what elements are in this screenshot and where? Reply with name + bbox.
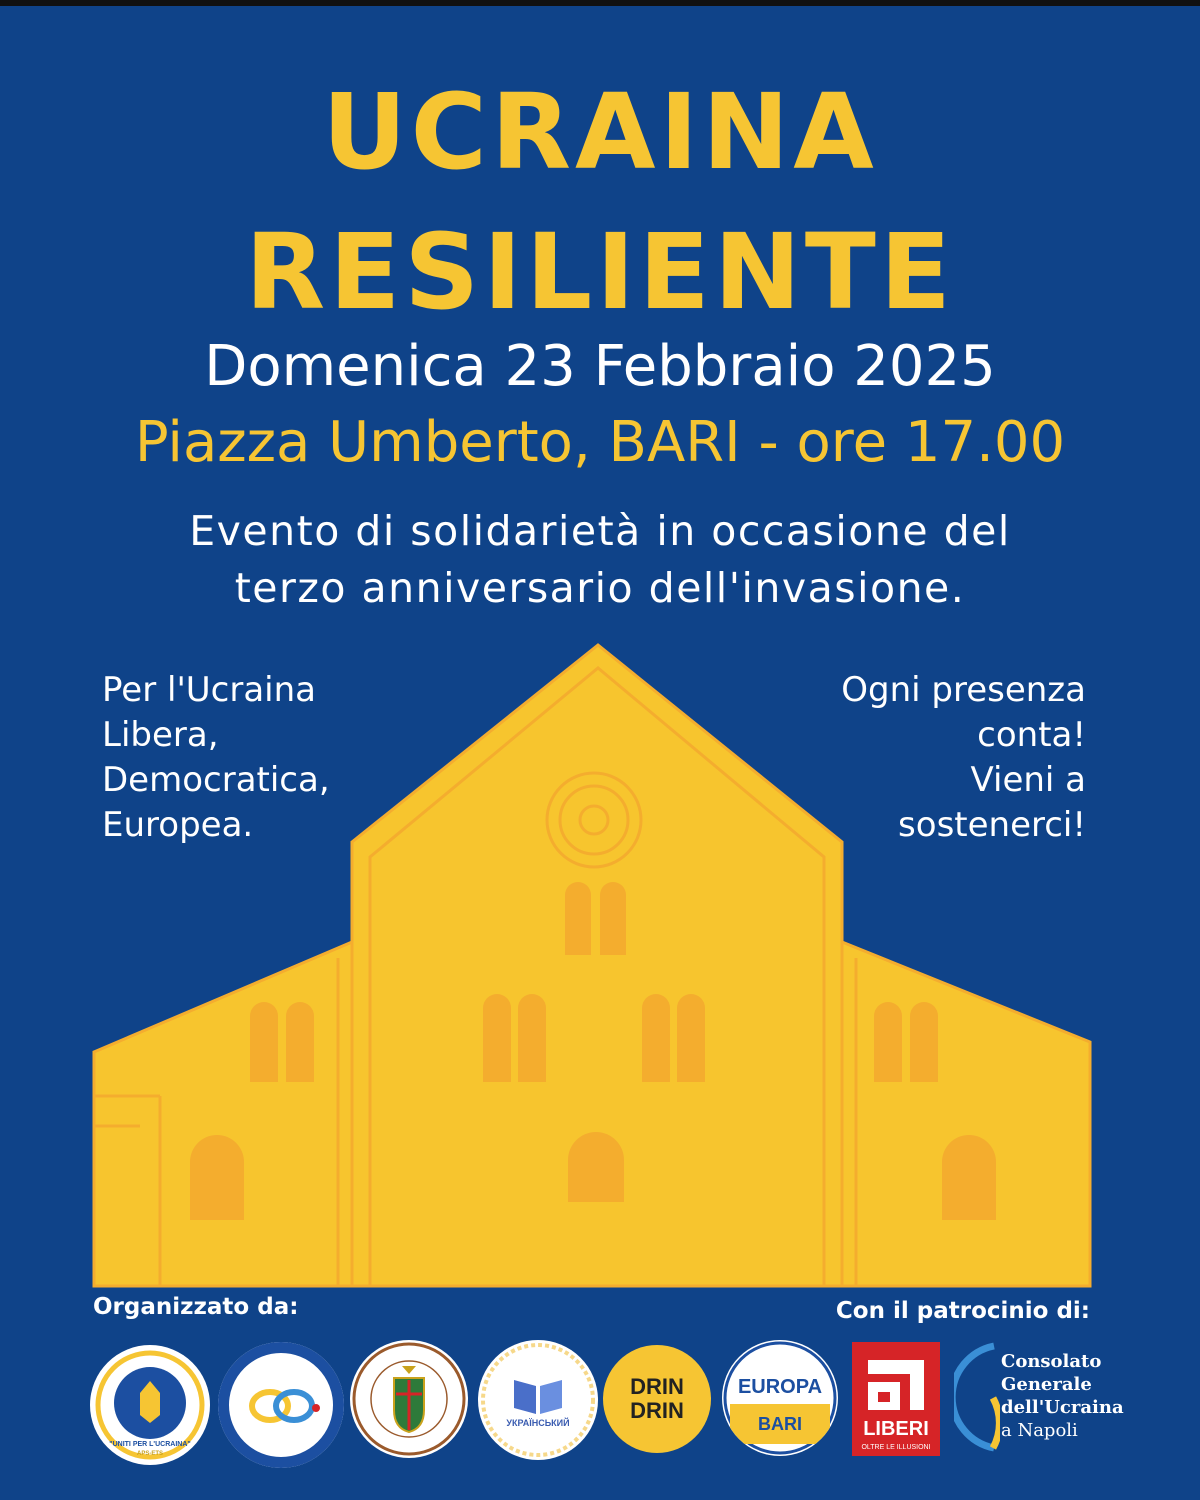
left-slogan-line: Democratica, [102, 760, 330, 800]
right-slogan-line: Vieni a [970, 760, 1086, 800]
event-date: Domenica 23 Febbraio 2025 [204, 334, 996, 399]
liberi-word: LIBERI [863, 1418, 929, 1440]
patronage-label: Con il patrocinio di: [835, 1298, 1090, 1324]
logo-esarcato-apostolico [350, 1340, 468, 1458]
logo-drin-drin [603, 1345, 711, 1453]
logo-ukrainian-art-space [478, 1340, 598, 1460]
description-line-1: Evento di solidarietà in occasione del [189, 507, 1011, 555]
drin-line-2: DRIN [630, 1398, 684, 1423]
title-line-1: UCRAINA [322, 71, 878, 193]
consolato-line: a Napoli [1001, 1420, 1078, 1441]
liberi-subtitle: OLTRE LE ILLUSIONI [861, 1444, 931, 1451]
organizers-label: Organizzato da: [93, 1294, 299, 1320]
right-slogan-line: conta! [977, 715, 1086, 755]
event-place: Piazza Umberto, BARI - ore 17.00 [134, 410, 1066, 475]
bari-word: BARI [758, 1414, 802, 1434]
logo-europa-bari [722, 1340, 838, 1456]
right-slogan-line: sostenerci! [898, 805, 1086, 845]
left-slogan [102, 668, 330, 848]
consolato-line: dell'Ucraina [1001, 1397, 1124, 1418]
title-line-2: RESILIENTE [245, 211, 955, 333]
uniti-name: "UNITI PER L'UCRAINA" [109, 1441, 191, 1448]
logo-liberi [852, 1342, 940, 1456]
right-slogan-line: Ogni presenza [841, 670, 1086, 710]
logo-congresso-nazionale [218, 1342, 344, 1468]
right-slogan [841, 668, 1086, 848]
consolato-line: Generale [1001, 1374, 1092, 1395]
description-line-2: terzo anniversario dell'invasione. [234, 564, 966, 612]
consolato-arc-icon [954, 1342, 1000, 1452]
uniti-sub: APS-ETS [136, 1451, 164, 1457]
ukr-text: УКРАЇНСЬКИЙ [506, 1418, 570, 1428]
left-slogan-line: Per l'Ucraina [102, 670, 317, 710]
left-slogan-line: Europea. [102, 805, 254, 845]
consolato-line: Consolato [1001, 1351, 1102, 1372]
consolato-text [1001, 1350, 1124, 1442]
europa-word: EUROPA [737, 1376, 823, 1398]
left-slogan-line: Libera, [102, 715, 219, 755]
drin-line-1: DRIN [630, 1374, 684, 1399]
logo-uniti-per-ucraina [90, 1345, 210, 1465]
